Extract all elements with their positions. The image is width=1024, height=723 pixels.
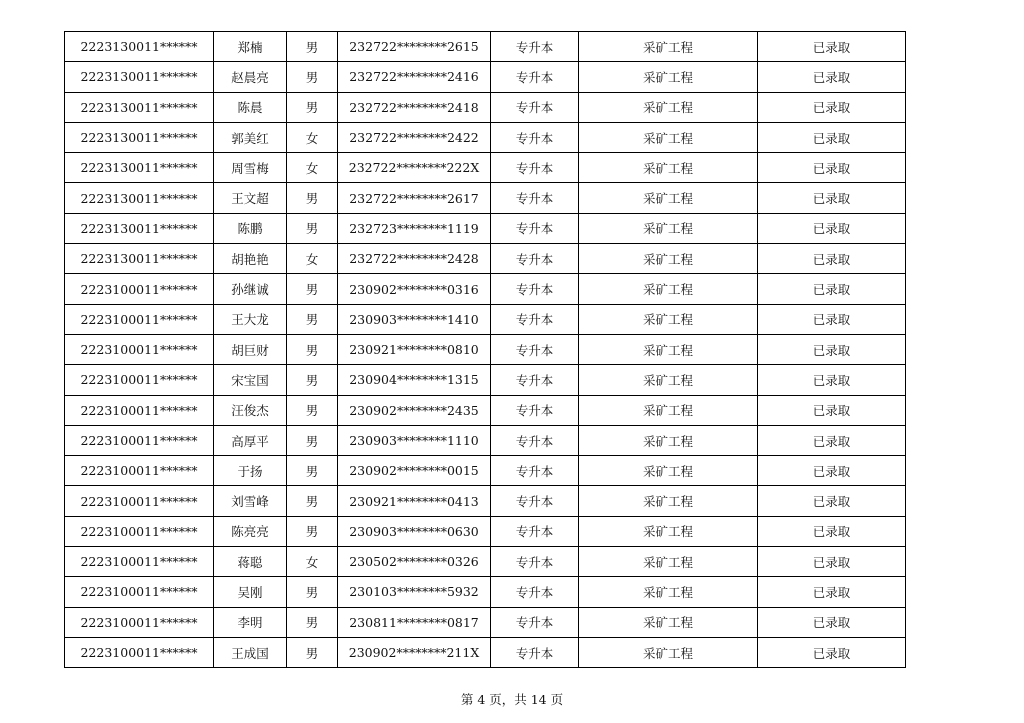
level-cell: 专升本: [491, 32, 579, 62]
table-row: [65, 213, 906, 243]
gender-cell: 男: [287, 486, 338, 516]
exam-number-cell: 2223130011******: [65, 62, 214, 92]
major-cell: 采矿工程: [579, 486, 758, 516]
table-row: [65, 62, 906, 92]
exam-number-cell: 2223130011******: [65, 122, 214, 152]
name-cell: 宋宝国: [214, 365, 287, 395]
level-cell: 专升本: [491, 607, 579, 637]
id-number-cell: 230921********0810: [338, 334, 491, 364]
gender-cell: 女: [287, 547, 338, 577]
table-row: [65, 32, 906, 62]
major-cell: 采矿工程: [579, 183, 758, 213]
major-cell: 采矿工程: [579, 153, 758, 183]
exam-number-cell: 2223130011******: [65, 244, 214, 274]
major-cell: 采矿工程: [579, 122, 758, 152]
gender-cell: 男: [287, 32, 338, 62]
table-row: [65, 395, 906, 425]
status-cell: 已录取: [758, 122, 906, 152]
table-row: [65, 183, 906, 213]
id-number-cell: 232722********2617: [338, 183, 491, 213]
id-number-cell: 230902********211X: [338, 637, 491, 667]
gender-cell: 男: [287, 577, 338, 607]
exam-number-cell: 2223100011******: [65, 334, 214, 364]
gender-cell: 男: [287, 516, 338, 546]
level-cell: 专升本: [491, 213, 579, 243]
table-row: [65, 607, 906, 637]
major-cell: 采矿工程: [579, 456, 758, 486]
status-cell: 已录取: [758, 32, 906, 62]
status-cell: 已录取: [758, 274, 906, 304]
table-row: [65, 637, 906, 667]
major-cell: 采矿工程: [579, 395, 758, 425]
gender-cell: 女: [287, 122, 338, 152]
table-row: [65, 456, 906, 486]
status-cell: 已录取: [758, 153, 906, 183]
id-number-cell: 230904********1315: [338, 365, 491, 395]
status-cell: 已录取: [758, 365, 906, 395]
exam-number-cell: 2223100011******: [65, 637, 214, 667]
id-number-cell: 230811********0817: [338, 607, 491, 637]
id-number-cell: 230902********0316: [338, 274, 491, 304]
id-number-cell: 230502********0326: [338, 547, 491, 577]
table-row: [65, 547, 906, 577]
table-row: [65, 486, 906, 516]
table-row: [65, 274, 906, 304]
table-row: [65, 153, 906, 183]
major-cell: 采矿工程: [579, 334, 758, 364]
name-cell: 于扬: [214, 456, 287, 486]
major-cell: 采矿工程: [579, 577, 758, 607]
level-cell: 专升本: [491, 304, 579, 334]
level-cell: 专升本: [491, 637, 579, 667]
status-cell: 已录取: [758, 92, 906, 122]
id-number-cell: 230921********0413: [338, 486, 491, 516]
major-cell: 采矿工程: [579, 637, 758, 667]
level-cell: 专升本: [491, 577, 579, 607]
name-cell: 刘雪峰: [214, 486, 287, 516]
status-cell: 已录取: [758, 456, 906, 486]
exam-number-cell: 2223100011******: [65, 395, 214, 425]
exam-number-cell: 2223100011******: [65, 456, 214, 486]
id-number-cell: 230902********2435: [338, 395, 491, 425]
table-row: [65, 425, 906, 455]
status-cell: 已录取: [758, 637, 906, 667]
table-row: [65, 244, 906, 274]
table-row: [65, 122, 906, 152]
level-cell: 专升本: [491, 122, 579, 152]
level-cell: 专升本: [491, 425, 579, 455]
major-cell: 采矿工程: [579, 274, 758, 304]
major-cell: 采矿工程: [579, 425, 758, 455]
exam-number-cell: 2223100011******: [65, 274, 214, 304]
table-row: [65, 304, 906, 334]
status-cell: 已录取: [758, 395, 906, 425]
exam-number-cell: 2223100011******: [65, 365, 214, 395]
level-cell: 专升本: [491, 547, 579, 577]
gender-cell: 男: [287, 62, 338, 92]
status-cell: 已录取: [758, 244, 906, 274]
gender-cell: 男: [287, 274, 338, 304]
exam-number-cell: 2223130011******: [65, 32, 214, 62]
page-footer: 第 4 页，共 14 页: [460, 692, 564, 707]
level-cell: 专升本: [491, 153, 579, 183]
exam-number-cell: 2223100011******: [65, 547, 214, 577]
id-number-cell: 232722********2422: [338, 122, 491, 152]
level-cell: 专升本: [491, 486, 579, 516]
status-cell: 已录取: [758, 547, 906, 577]
exam-number-cell: 2223100011******: [65, 607, 214, 637]
name-cell: 王大龙: [214, 304, 287, 334]
level-cell: 专升本: [491, 183, 579, 213]
name-cell: 王文超: [214, 183, 287, 213]
level-cell: 专升本: [491, 456, 579, 486]
exam-number-cell: 2223100011******: [65, 577, 214, 607]
exam-number-cell: 2223100011******: [65, 425, 214, 455]
id-number-cell: 230902********0015: [338, 456, 491, 486]
id-number-cell: 232723********1119: [338, 213, 491, 243]
exam-number-cell: 2223130011******: [65, 213, 214, 243]
status-cell: 已录取: [758, 183, 906, 213]
gender-cell: 男: [287, 304, 338, 334]
status-cell: 已录取: [758, 304, 906, 334]
id-number-cell: 230103********5932: [338, 577, 491, 607]
id-number-cell: 232722********2428: [338, 244, 491, 274]
table-row: [65, 92, 906, 122]
level-cell: 专升本: [491, 92, 579, 122]
gender-cell: 男: [287, 213, 338, 243]
level-cell: 专升本: [491, 274, 579, 304]
name-cell: 周雪梅: [214, 153, 287, 183]
status-cell: 已录取: [758, 516, 906, 546]
table-row: [65, 516, 906, 546]
gender-cell: 男: [287, 334, 338, 364]
name-cell: 陈亮亮: [214, 516, 287, 546]
gender-cell: 男: [287, 607, 338, 637]
id-number-cell: 230903********1410: [338, 304, 491, 334]
status-cell: 已录取: [758, 213, 906, 243]
status-cell: 已录取: [758, 486, 906, 516]
name-cell: 胡艳艳: [214, 244, 287, 274]
major-cell: 采矿工程: [579, 607, 758, 637]
id-number-cell: 230903********0630: [338, 516, 491, 546]
level-cell: 专升本: [491, 62, 579, 92]
gender-cell: 男: [287, 456, 338, 486]
major-cell: 采矿工程: [579, 365, 758, 395]
id-number-cell: 232722********222X: [338, 153, 491, 183]
level-cell: 专升本: [491, 516, 579, 546]
exam-number-cell: 2223130011******: [65, 153, 214, 183]
major-cell: 采矿工程: [579, 244, 758, 274]
major-cell: 采矿工程: [579, 516, 758, 546]
id-number-cell: 232722********2416: [338, 62, 491, 92]
gender-cell: 女: [287, 153, 338, 183]
level-cell: 专升本: [491, 244, 579, 274]
name-cell: 陈晨: [214, 92, 287, 122]
table-row: [65, 577, 906, 607]
name-cell: 吴刚: [214, 577, 287, 607]
gender-cell: 男: [287, 425, 338, 455]
major-cell: 采矿工程: [579, 304, 758, 334]
table-row: [65, 365, 906, 395]
name-cell: 孙继诚: [214, 274, 287, 304]
exam-number-cell: 2223130011******: [65, 92, 214, 122]
name-cell: 郑楠: [214, 32, 287, 62]
table-row: [65, 334, 906, 364]
major-cell: 采矿工程: [579, 547, 758, 577]
name-cell: 高厚平: [214, 425, 287, 455]
admission-table: [64, 31, 906, 668]
id-number-cell: 230903********1110: [338, 425, 491, 455]
id-number-cell: 232722********2418: [338, 92, 491, 122]
status-cell: 已录取: [758, 425, 906, 455]
name-cell: 陈鹏: [214, 213, 287, 243]
gender-cell: 男: [287, 365, 338, 395]
gender-cell: 男: [287, 183, 338, 213]
id-number-cell: 232722********2615: [338, 32, 491, 62]
gender-cell: 男: [287, 637, 338, 667]
name-cell: 赵晨亮: [214, 62, 287, 92]
name-cell: 郭美红: [214, 122, 287, 152]
name-cell: 汪俊杰: [214, 395, 287, 425]
exam-number-cell: 2223100011******: [65, 304, 214, 334]
level-cell: 专升本: [491, 334, 579, 364]
gender-cell: 男: [287, 395, 338, 425]
name-cell: 李明: [214, 607, 287, 637]
name-cell: 王成国: [214, 637, 287, 667]
status-cell: 已录取: [758, 607, 906, 637]
gender-cell: 男: [287, 92, 338, 122]
major-cell: 采矿工程: [579, 32, 758, 62]
major-cell: 采矿工程: [579, 62, 758, 92]
exam-number-cell: 2223100011******: [65, 516, 214, 546]
name-cell: 蒋聪: [214, 547, 287, 577]
major-cell: 采矿工程: [579, 213, 758, 243]
exam-number-cell: 2223130011******: [65, 183, 214, 213]
status-cell: 已录取: [758, 334, 906, 364]
level-cell: 专升本: [491, 365, 579, 395]
status-cell: 已录取: [758, 577, 906, 607]
status-cell: 已录取: [758, 62, 906, 92]
major-cell: 采矿工程: [579, 92, 758, 122]
exam-number-cell: 2223100011******: [65, 486, 214, 516]
level-cell: 专升本: [491, 395, 579, 425]
gender-cell: 女: [287, 244, 338, 274]
name-cell: 胡巨财: [214, 334, 287, 364]
